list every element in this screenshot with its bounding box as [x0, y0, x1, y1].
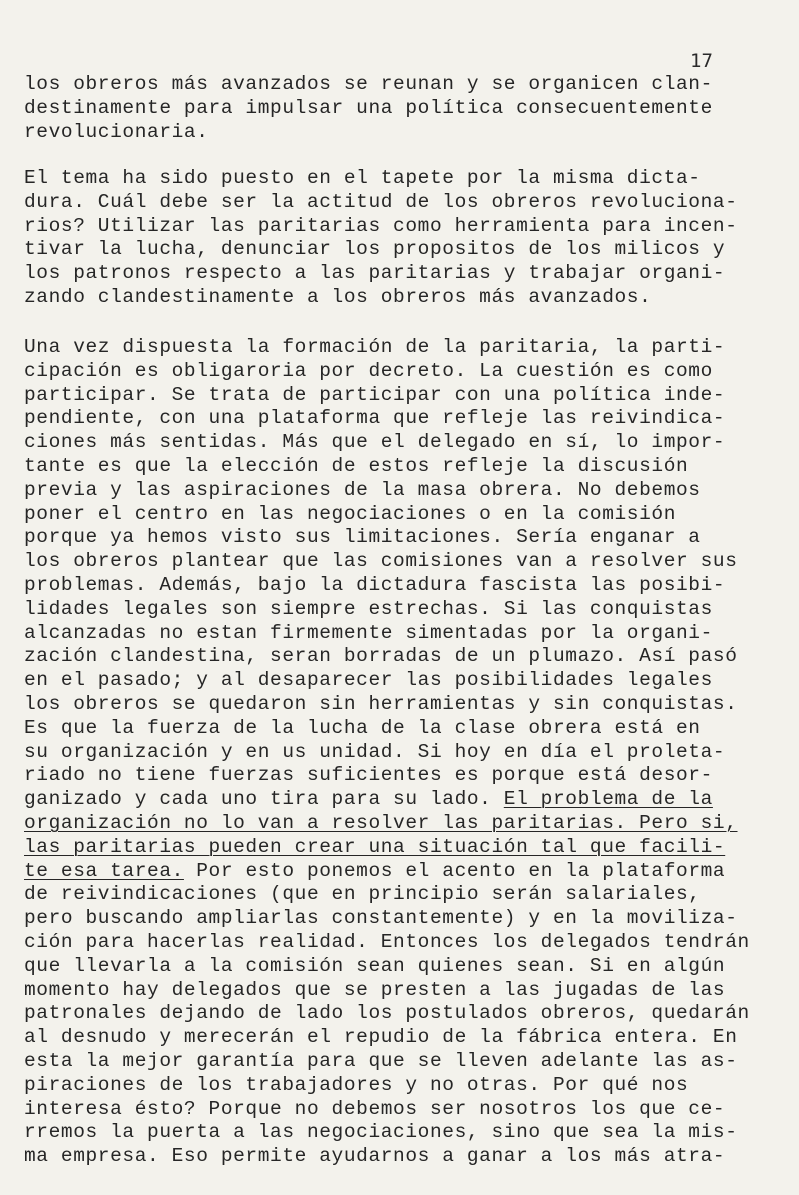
text-line: los obreros plantear que las comisiones van a resolver sus — [24, 550, 738, 573]
text-line: dura. Cuál debe ser la actitud de los obreros revoluciona- — [24, 190, 738, 213]
text-line: su organización y en us unidad. Si hoy en día el proleta- — [24, 740, 726, 763]
text-line: lidades legales son siempre estrechas. Si las conquistas — [24, 597, 713, 620]
text-line: ma empresa. Eso permite ayudarnos a ganar a los más atra- — [24, 1145, 726, 1168]
text-line: ción para hacerlas realidad. Entonces los delegados tendrán — [24, 930, 750, 953]
text-line: en el pasado; y al desaparecer las posibilidades legales — [24, 669, 713, 692]
text-line: participar. Se trata de participar con una política inde- — [24, 383, 726, 406]
text-line: tante es que la elección de estos refleje la discusión — [24, 454, 689, 477]
text-line: los patronos respecto a las paritarias y trabajar organi- — [24, 262, 726, 285]
text-line: los obreros se quedaron sin herramientas y sin conquistas. — [24, 692, 738, 715]
paragraph-2 — [24, 167, 784, 310]
text-line: momento hay delegados que se presten a las jugadas de las — [24, 978, 726, 1001]
text-line: pendiente, con una plataforma que refleje las reivindica- — [24, 407, 726, 430]
text-line: Una vez dispuesta la formación de la paritaria, la parti- — [24, 336, 726, 358]
text-line: patronales dejando de lado los postulados obreros, quedarán — [24, 1002, 750, 1025]
text-line: rios? Utilizar las paritarias como herramienta para incen- — [24, 214, 738, 237]
text-line: de reivindicaciones (que en principio serán salariales, — [24, 883, 701, 906]
text-line — [24, 860, 784, 884]
text-line: piraciones de los trabajadores y no otras. Por qué nos — [24, 1073, 689, 1096]
text-line: alcanzadas no estan firmemente simentadas por la organi- — [24, 621, 713, 644]
underlined-fragment: te esa tarea. — [24, 859, 184, 882]
underlined-fragment: El problema de la — [503, 788, 713, 811]
text-line: tivar la lucha, denunciar los propositos de los milicos y — [24, 238, 726, 261]
text-line: previa y las aspiraciones de la masa obrera. No debemos — [24, 478, 701, 501]
text-line: cipación es obligaroria por decreto. La cuestión es como — [24, 359, 713, 382]
text-line: zación clandestina, seran borradas de un plumazo. Así pasó — [24, 645, 738, 668]
text-fragment: ganizado y cada uno tira para su lado. — [24, 788, 504, 811]
text-line: poner el centro en las negociaciones o en la comisión — [24, 502, 677, 525]
text-line: rremos la puerta a las negociaciones, sino que sea la mis- — [24, 1121, 738, 1144]
text-line: destinamente para impulsar una política consecuentemente — [24, 96, 713, 119]
page-number: 17 — [690, 50, 713, 72]
text-line: los obreros más avanzados se reunan y se organicen clan- — [24, 73, 713, 95]
text-line: interesa ésto? Porque no debemos ser nosotros los que ce- — [24, 1097, 726, 1120]
text-line: problemas. Además, bajo la dictadura fascista las posibi- — [24, 573, 726, 596]
text-line: revolucionaria. — [24, 120, 209, 143]
text-line: esta la mejor garantía para que se lleven adelante las as- — [24, 1049, 738, 1072]
text-line — [24, 788, 784, 812]
text-line: El tema ha sido puesto en el tapete por la misma dicta- — [24, 167, 701, 189]
text-line: porque ya hemos visto sus limitaciones. Sería enganar a — [24, 526, 701, 549]
underlined-line: organización no lo van a resolver las paritarias. Pero si, — [24, 811, 738, 834]
text-line: ciones más sentidas. Más que el delegado en sí, lo impor- — [24, 431, 726, 454]
text-line: que llevarla a la comisión sean quienes sean. Si en algún — [24, 954, 726, 977]
paragraph-1 — [24, 73, 784, 144]
paragraph-3 — [24, 336, 784, 1169]
text-fragment: Por esto ponemos el acento en la plataforma — [183, 859, 726, 882]
underlined-line: las paritarias pueden crear una situación tal que facili- — [24, 835, 726, 858]
text-line: Es que la fuerza de la lucha de la clase obrera está en — [24, 716, 701, 739]
text-line: al desnudo y merecerán el repudio de la fábrica entera. En — [24, 1026, 738, 1049]
text-line: zando clandestinamente a los obreros más avanzados. — [24, 285, 652, 308]
text-line: riado no tiene fuerzas suficientes es porque está desor- — [24, 764, 713, 787]
text-line: pero buscando ampliarlas constantemente) y en la moviliza- — [24, 907, 738, 930]
